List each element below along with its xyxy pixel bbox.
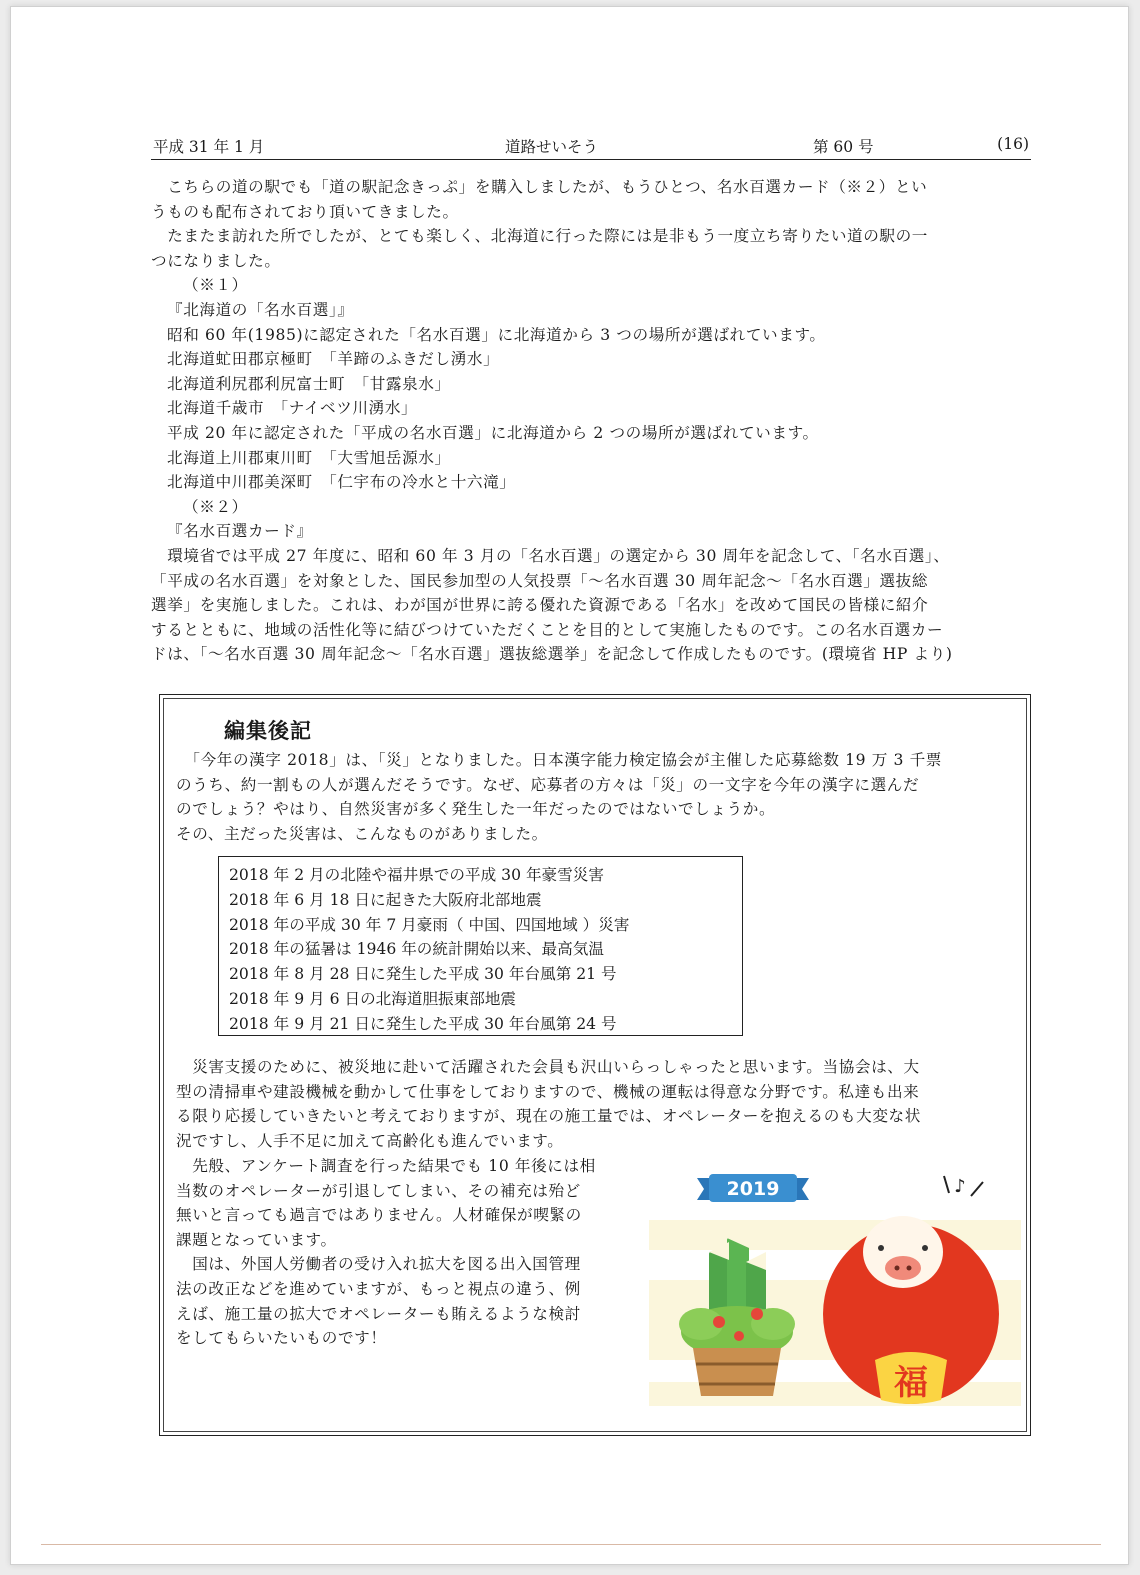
card-description-line: 環境省では平成 27 年度に、昭和 60 年 3 月の「名水百選」の選定から 30 周年を記念して、「名水百選」、 (151, 546, 950, 565)
music-note-glyph: ♪ (954, 1176, 966, 1197)
document-page (10, 6, 1129, 1565)
note-marker-1: （※１） (183, 276, 248, 295)
showa-intro-line: 昭和 60 年(1985)に認定された「名水百選」に北海道から 3 つの場所が選ばれています。 (167, 325, 826, 344)
postscript-inner-frame (163, 698, 1027, 1432)
disaster-list (218, 856, 743, 1036)
postscript-line: のうち、約一割もの人が選んだそうです。なぜ、応募者の方々は「災」の一文字を今年の漢字に選んだ (176, 775, 920, 794)
postscript-heading: 編集後記 (224, 719, 312, 743)
postscript-line: 先般、アンケート調査を行った結果でも 10 年後には相 (176, 1157, 596, 1175)
article-body (151, 175, 1031, 667)
postscript-intro (176, 748, 1024, 846)
spring-site: 北海道千歳市 「ナイベツ川湧水」 (167, 399, 418, 418)
disaster-item: 2018 年 9 月 6 日の北海道胆振東部地震 (229, 989, 517, 1008)
postscript-line: 法の改正などを進めていますが、もっと視点の違う、例 (176, 1279, 581, 1298)
postscript-line: 型の清掃車や建設機械を動かして仕事をしておりますので、機械の運転は得意な分野です。私達も出来 (176, 1082, 920, 1101)
card-description-line: するとともに、地域の活性化等に結びつけていただくことを目的として実施したものです。この名水百選カー (151, 620, 944, 639)
postscript-line: 災害支援のために、被災地に赴いて活躍された会員も沢山いらっしゃったと思います。当協会は、大 (176, 1058, 920, 1076)
editors-postscript-box (159, 694, 1031, 1436)
header-publication: 道路せいそう (505, 138, 599, 156)
year-ribbon (697, 1174, 809, 1202)
disaster-item: 2018 年 2 月の北陸や福井県での平成 30 年豪雪災害 (229, 866, 604, 884)
footer-rule (41, 1544, 1101, 1545)
note-title-1: 『北海道の「名水百選」』 (167, 300, 354, 319)
paragraph-line: つになりました。 (151, 251, 281, 270)
header-page-number: (16) (997, 135, 1029, 153)
disaster-item: 2018 年の平成 30 年 7 月豪雨（ 中国、四国地域 ）災害 (229, 915, 630, 934)
postscript-closing (176, 1154, 638, 1351)
heisei-intro-line: 平成 20 年に認定された「平成の名水百選」に北海道から 2 つの場所が選ばれています。 (167, 423, 819, 442)
paragraph-line: うものも配布されており頂いてきました。 (151, 202, 459, 221)
header-date: 平成 31 年 1 月 (153, 138, 265, 156)
spring-site: 北海道利尻郡利尻富士町 「甘露泉水」 (167, 374, 451, 393)
postscript-support (176, 1055, 1024, 1153)
spring-site: 北海道上川郡東川町 「大雪旭岳源水」 (167, 448, 451, 467)
header-issue-number: 第 60 号 (813, 138, 874, 156)
disaster-item: 2018 年 8 月 28 日に発生した平成 30 年台風第 21 号 (229, 965, 617, 984)
postscript-line: その、主だった災害は、こんなものがありました。 (176, 824, 548, 843)
new-year-illustration (649, 1164, 1021, 1409)
spring-site: 北海道中川郡美深町 「仁宇布の冷水と十六滝」 (167, 473, 516, 492)
postscript-line: 課題となっています。 (176, 1230, 337, 1249)
card-description-line: 「平成の名水百選」を対象とした、国民参加型の人気投票「～名水百選 30 周年記念～「名水百選」選抜総 (151, 571, 929, 590)
disaster-item: 2018 年 9 月 21 日に発生した平成 30 年台風第 24 号 (229, 1014, 617, 1033)
note-title-2: 『名水百選カード』 (167, 522, 313, 541)
spring-site: 北海道虻田郡京極町 「羊蹄のふきだし湧水」 (167, 350, 500, 369)
postscript-line: 「今年の漢字 2018」は、「災」となりました。日本漢字能力検定協会が主催した応募総数 19 万 3 千票 (176, 751, 942, 769)
paragraph-line: こちらの道の駅でも「道の駅記念きっぷ」を購入しましたが、もうひとつ、名水百選カード（※２）とい (151, 178, 928, 196)
card-description-line: ドは、「～名水百選 30 周年記念～「名水百選」選抜総選挙」を記念して作成したものです。(環境省 HP より) (151, 645, 953, 664)
postscript-line: 当数のオペレーターが引退してしまい、その補充は殆ど (176, 1181, 581, 1200)
postscript-line: る限り応援していきたいと考えておりますが、現在の施工量では、オペレーターを抱えるのも大変な状 (176, 1107, 921, 1126)
postscript-line: 国は、外国人労働者の受け入れ拡大を図る出入国管理 (176, 1255, 581, 1274)
postscript-line: えば、施工量の拡大でオペレーターも賄えるような検討 (176, 1304, 581, 1323)
disaster-item: 2018 年 6 月 18 日に起きた大阪府北部地震 (229, 890, 542, 909)
daruma-character: 福 (894, 1363, 928, 1403)
page-header (151, 133, 1031, 160)
postscript-line: 無いと言っても過言ではありません。人材確保が喫緊の (176, 1206, 582, 1225)
year-label: 2019 (726, 1178, 780, 1200)
paragraph-line: たまたま訪れた所でしたが、とても楽しく、北海道に行った際には是非もう一度立ち寄りたい道の駅の一 (151, 227, 928, 246)
postscript-line: 況ですし、人手不足に加えて高齢化も進んでいます。 (176, 1131, 564, 1150)
music-note-icon (944, 1176, 983, 1197)
disaster-item: 2018 年の猛暑は 1946 年の統計開始以来、最高気温 (229, 940, 604, 959)
daruma-kadomatsu-icon (649, 1164, 1021, 1409)
postscript-line: のでしょう？やはり、自然災害が多く発生した一年だったのではないでしょうか。 (176, 800, 776, 819)
note-marker-2: （※２） (183, 497, 248, 516)
postscript-line: をしてもらいたいものです！ (176, 1329, 387, 1348)
card-description-line: 選挙」を実施しました。これは、わが国が世界に誇る優れた資源である「名水」を改めて国民の皆様に紹介 (151, 596, 929, 615)
